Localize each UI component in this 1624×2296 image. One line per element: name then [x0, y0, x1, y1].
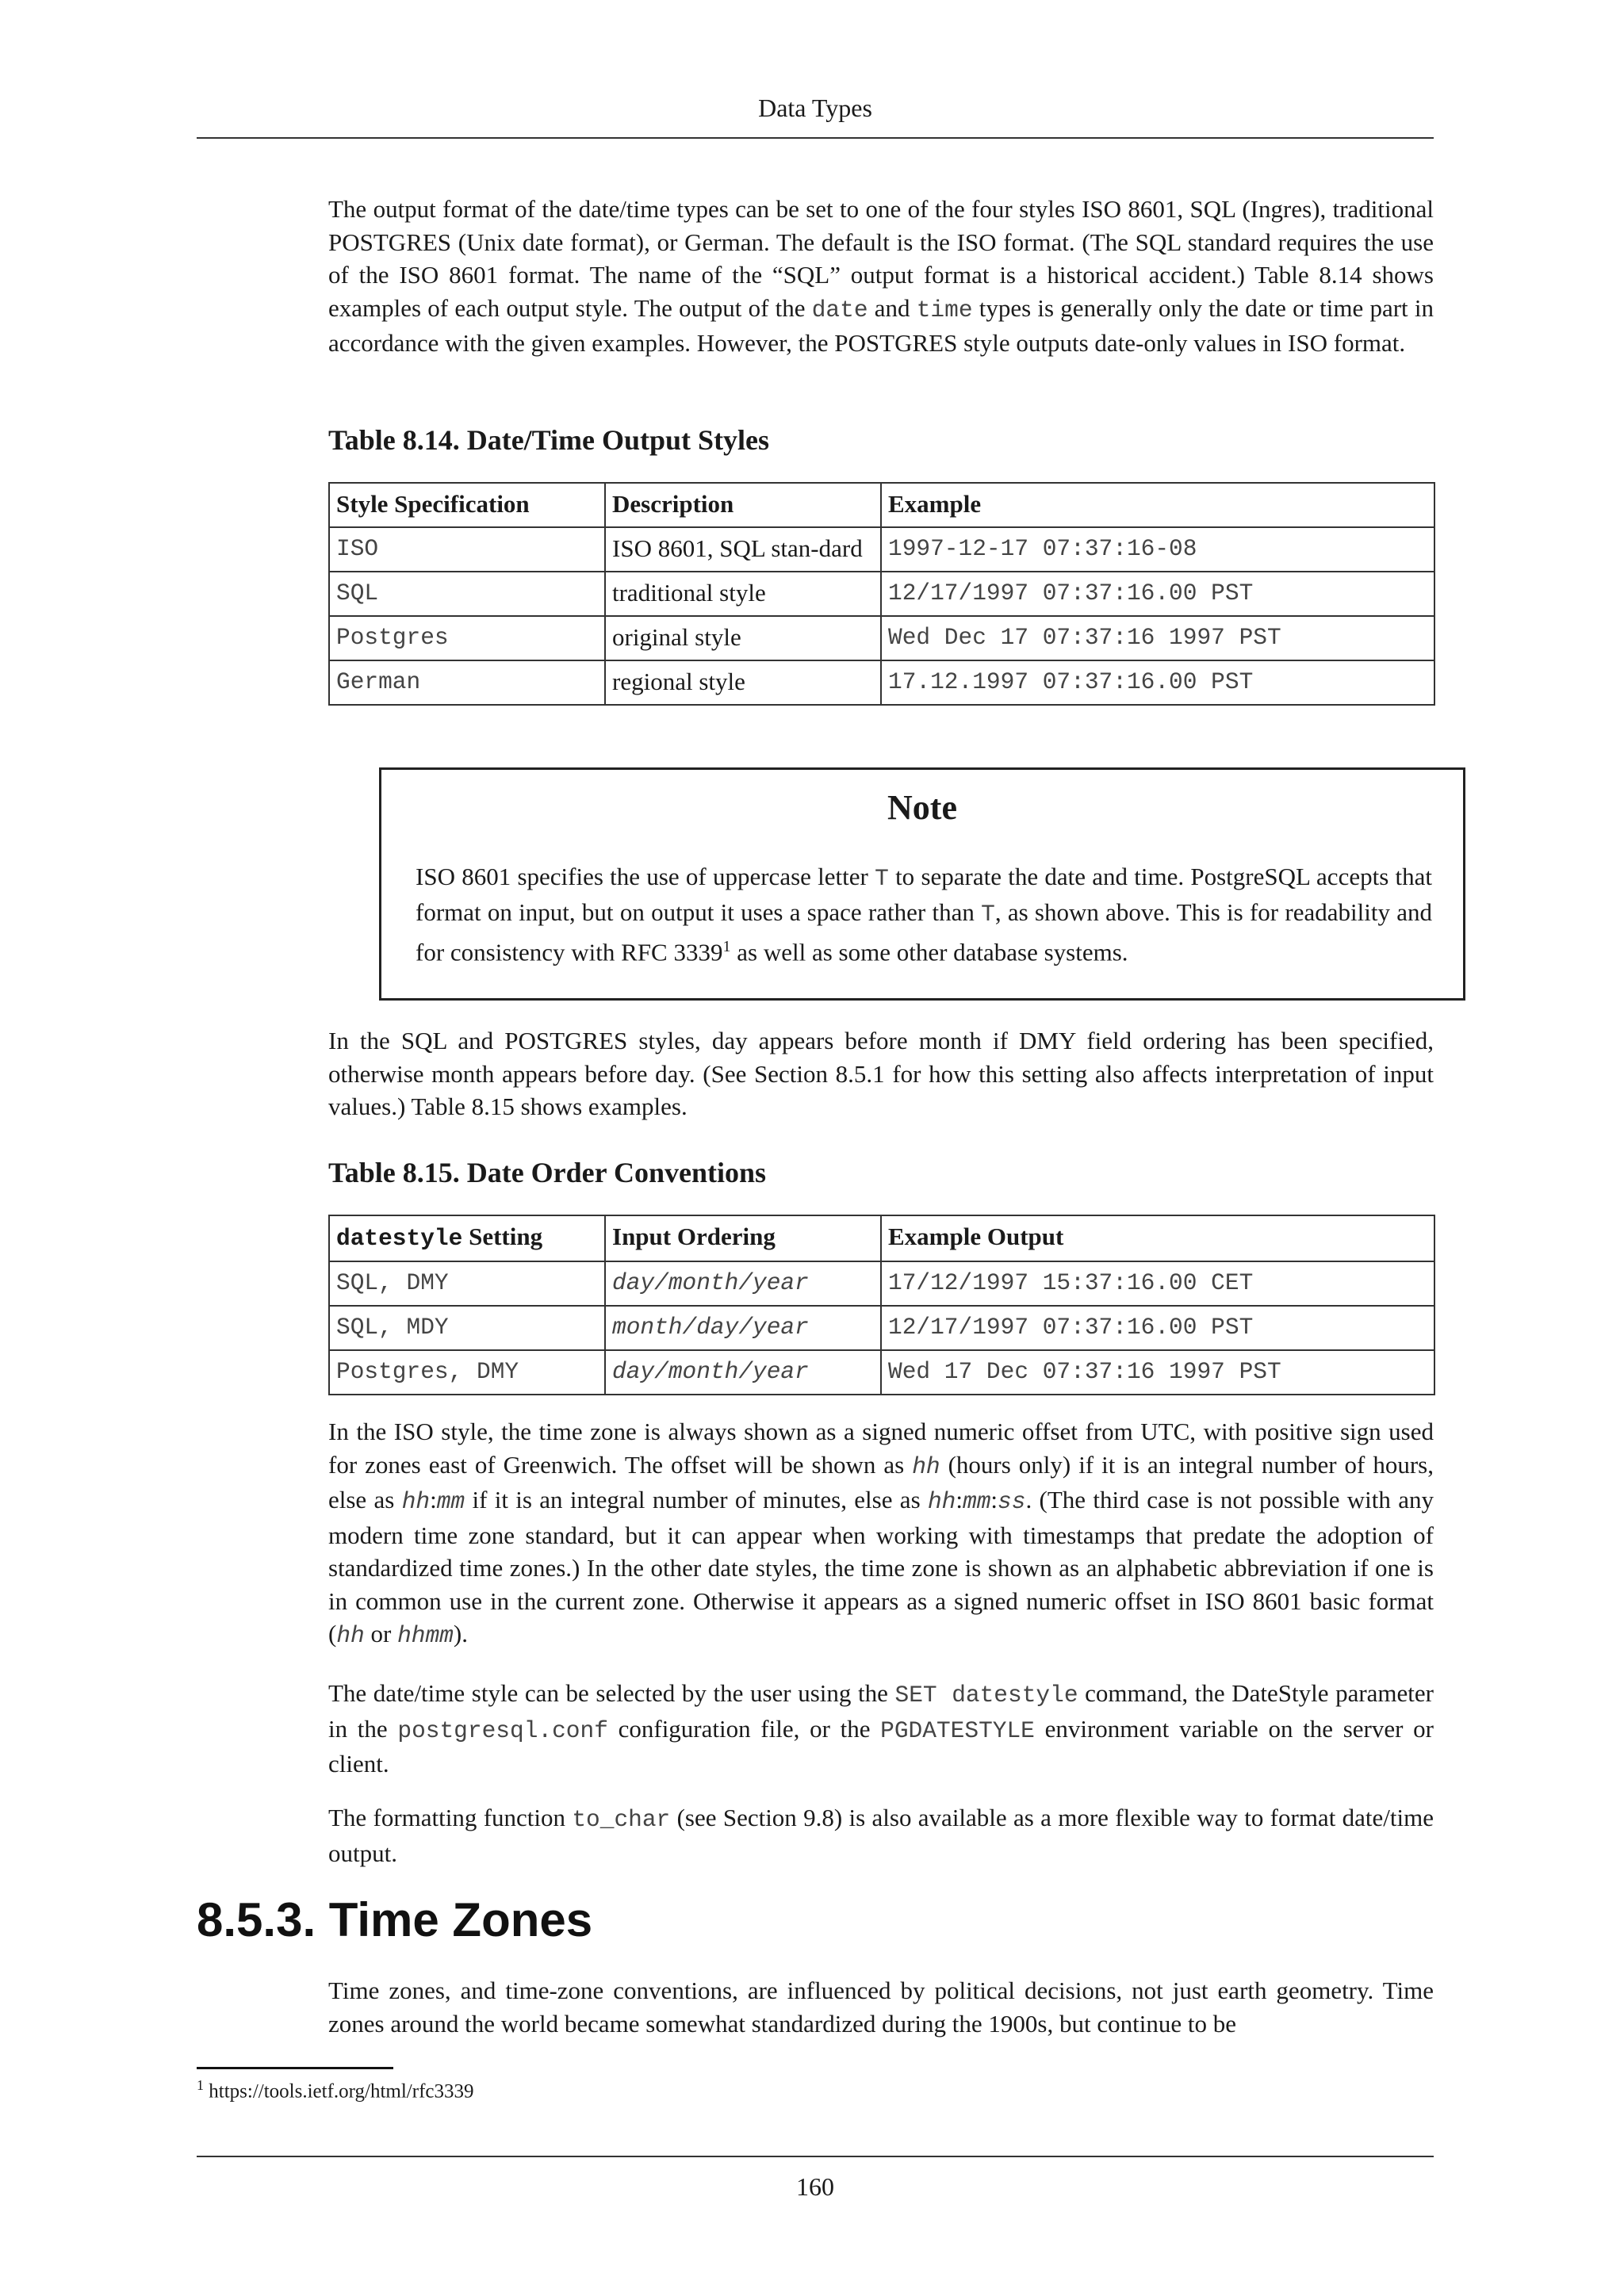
intro-paragraph: The output format of the date/time types can be set to one of the four styles ISO 8601, SQL (Ingres), traditional POSTGRES (Unix date format), or German. The default is the ISO format. (The SQL standard requires the use of the ISO 8601 format. The name of the “SQL” output format is a historical accident.) Table 8.14 shows examples of each output style. The output of the date and time types is generally only the date or time part in accordance with the given examples. However, the POSTGRES style outputs date-only values in ISO format.	[328, 195, 1434, 357]
time-zones-paragraph: Time zones, and time-zone conventions, are influenced by political decisions, not just earth geometry. Time zones around the world became somewhat standardized during the 1900s, but continue to be	[328, 1976, 1434, 2038]
table-row: SQL traditional style 12/17/1997 07:37:16.00 PST	[329, 572, 1434, 616]
table-row: SQL, MDY month/day/year 12/17/1997 07:37:16.00 PST	[329, 1306, 1434, 1350]
footnote-link[interactable]: https://tools.ietf.org/html/rfc3339	[209, 2080, 474, 2103]
table-header-row	[329, 1215, 1434, 1261]
table-row: Postgres original style Wed Dec 17 07:37:16 1997 PST	[329, 616, 1434, 660]
footnote: $^1$ https://tools.ietf.org/html/rfc3339	[197, 2077, 474, 2103]
table-8-15-title: Table 8.15. Date Order Conventions	[328, 1157, 767, 1188]
section-heading: 8.5.3. Time Zones	[197, 1893, 593, 1946]
running-header: Data Types	[758, 94, 872, 122]
column-header: Example	[881, 483, 1434, 527]
table-header-row	[329, 483, 1434, 527]
table-row: German regional style 17.12.1997 07:37:16.00 PST	[329, 660, 1434, 705]
table-row: SQL, DMY day/month/year 17/12/1997 15:37:16.00 CET	[329, 1261, 1434, 1306]
table-8-14-title: Table 8.14. Date/Time Output Styles	[328, 424, 770, 456]
iso-timezone-paragraph: In the ISO style, the time zone is always shown as a signed numeric offset from UTC, with positive sign used for zones east of Greenwich. The offset will be shown as hh (hours only) if it is an integral number of hours, else as hh:mm if it is an integral number of minutes, else as hh:mm:ss. (The third case is not possible with any modern time zone standard, but it can appear when working with timestamps that predate the adoption of standardized time zones.) In the other date styles, the time zone is shown as an alphabetic abbreviation if one is in common use in the current zone. Otherwise it appears as a signed numeric offset in ISO 8601 basic format (hh or hhmm).	[328, 1418, 1434, 1649]
note-box	[379, 767, 1465, 1001]
column-header: datestyle Setting	[329, 1215, 605, 1261]
column-header: Description	[605, 483, 881, 527]
column-header: Input Ordering	[605, 1215, 881, 1261]
column-header: Example Output	[881, 1215, 1434, 1261]
column-header: Style Specification	[329, 483, 605, 527]
table-8-14	[328, 482, 1434, 706]
header-rule	[197, 137, 1434, 139]
to-char-paragraph: The formatting function to_char (see Section 9.8) is also available as a more flexible way to format date/time output.	[328, 1804, 1434, 1867]
table-row: ISO ISO 8601, SQL stan-dard 1997-12-17 07:37:16-08	[329, 527, 1434, 572]
page-number: 160	[796, 2172, 834, 2201]
table-8-15	[328, 1215, 1434, 1395]
footer-rule	[197, 2156, 1434, 2157]
footnote-ref[interactable]: 1	[722, 938, 731, 955]
footnote-rule	[197, 2067, 393, 2069]
note-title: Note	[887, 788, 957, 827]
date-order-paragraph: In the SQL and POSTGRES styles, day appears before month if DMY field ordering has been specified, otherwise month appears before day. (See Section 8.5.1 for how this setting also affects interpretation of input values.) Table 8.15 shows examples.	[328, 1027, 1434, 1120]
note-text: ISO 8601 specifies the use of uppercase letter T to separate the date and time. PostgreSQL accepts that format on input, but on output it uses a space rather than T, as shown above. This is for readability and for consistency with RFC 3339$^1$ as well as some other database systems.	[416, 863, 1433, 966]
datestyle-paragraph: The date/time style can be selected by the user using the SET datestyle command, the DateStyle parameter in the postgresql.conf configuration file, or the PGDATESTYLE environment variable on the server or client.	[328, 1679, 1434, 1777]
table-row: Postgres, DMY day/month/year Wed 17 Dec 07:37:16 1997 PST	[329, 1350, 1434, 1395]
